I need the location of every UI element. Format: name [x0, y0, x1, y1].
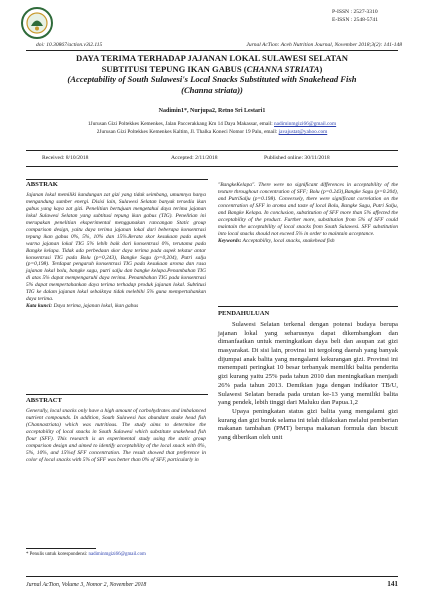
- abstract-keywords-label: Keywords:: [218, 237, 242, 244]
- affiliation-1-email[interactable]: nadiminmgizi66@gmail.com: [274, 121, 337, 127]
- dates-bottom-divider: [26, 166, 398, 167]
- pendahuluan-divider: [218, 306, 398, 307]
- abstract-continued: [218, 182, 398, 245]
- title-line-2-close: ): [319, 63, 323, 74]
- accepted-date: Accepted: 2/11/2018: [171, 155, 218, 161]
- title-line-2-text: SUBTITUSI TEPUNG IKAN GABUS (: [101, 63, 247, 74]
- affiliation-1: [26, 120, 398, 128]
- author-list: Nadimin1*, Nurjupa2, Retno Sri Lestari1: [158, 108, 266, 114]
- pendahuluan-paragraph-1: Sulawesi Selatan terkenal dengan potensi budaya berupa jajanan lokal yang seharusnya dapat dikembangkan dan dimanfaatkan untuk meningkatkan daya beli dan asupan zat gizi masyarakat. Di sisi lain, provinsi ini tergolong daerah yang banyak dijumpai anak balita yang mengalami kekurangan gizi. Provinsi ini menempati peringkat 10 besar terbanyak memiliki balita penderita gizi kurang yaitu 25% pada tahun 2010 dan meningkatkan menjadi 26% pada tahun 2013. Demikian juga dengan indikator TB/U, Sulawesi Selatan berada pada urutan ke-13 yang memiliki balita yang pendek, lebih tinggi dari Maluku dan Papua.1,2: [218, 320, 398, 407]
- abstract-keywords: [218, 238, 398, 245]
- abstract-body: Generally, local snacks only have a high amount of carbohydrates and imbalanced nutrient compounds. In addition, South Sulawesi has abundant snake head fish (Channastriata) which was nutritious. The study aims to determine the acceptability of local snacks in South Sulawesi which substitute snakehead fish flour (SFF). This research is an experimental study using the static group comparison design and aimed to identify acceptability of the local snack with 0%, 5%, 10%, and 15%of SFF concentration. The result showed that preference in color of local snacks with 5% of SFF was better than 0% of SFF, particularly in: [26, 407, 206, 463]
- journal-logo-icon: [20, 6, 54, 40]
- abstrak-keywords-label: Kata kunci:: [26, 303, 53, 310]
- abstrak-heading: ABSTRAK: [26, 181, 58, 188]
- title-species: CHANNA STRIATA: [246, 63, 320, 74]
- article-title: [26, 53, 398, 95]
- page-number: 141: [387, 580, 398, 588]
- english-title-line-1: (Acceptability of South Sulawesi's Local Snacks Substituted with Snakehead Fish: [67, 74, 357, 85]
- abstract-keywords-text: Acceptability, local snacks, snakehead fish: [241, 237, 335, 244]
- english-title-line-2: (Channa striata)): [181, 84, 243, 95]
- affiliation-1-text: 1Jurusan Gizi Poltekkes Kemenkes, Jalan Paccerakkang Km 14 Daya Makassar, email:: [87, 121, 275, 127]
- corresponding-author-footnote: [26, 552, 146, 557]
- footnote-divider: [26, 548, 96, 549]
- footer-journal: Jurnal AcTion, Volume 3, Nomor 2, November 2018: [26, 582, 147, 588]
- abstract-heading: ABSTRACT: [26, 397, 62, 404]
- dates-top-divider: [26, 150, 398, 151]
- received-date: Received: 8/10/2018: [42, 155, 89, 161]
- pendahuluan-section: [218, 311, 398, 443]
- header-divider: [26, 50, 398, 51]
- affiliation-2: [26, 128, 398, 136]
- pendahuluan-body: [218, 321, 398, 443]
- abstrak-section: [26, 182, 206, 310]
- footer-divider: [26, 576, 398, 577]
- title-line-1: DAYA TERIMA TERHADAP JAJANAN LOKAL SULAWESI SELATAN: [76, 53, 348, 63]
- affiliation-2-email[interactable]: javajustat@yahoo.com: [278, 129, 328, 135]
- abstract-section: [26, 398, 206, 464]
- issn-print: P-ISSN : 2527-3310: [332, 9, 378, 15]
- abstrak-keywords: [26, 303, 206, 310]
- abstract-divider: [26, 394, 208, 395]
- published-date: Published online: 30/11/2018: [264, 155, 330, 161]
- pendahuluan-heading: PENDAHULUAN: [218, 310, 270, 317]
- issn-online: E-ISSN : 2548-5741: [332, 16, 378, 23]
- footnote-text: * Penulis untuk korespondensi:: [26, 552, 89, 557]
- pendahuluan-paragraph-2: Upaya peningkatan status gizi balita yang mengalami gizi kurang dan gizi buruk selama ini telah dilakukan melalui pemberian makanan tambahan (PMT) berupa makanan formula dan biscuit yang diberikan oleh unit: [218, 407, 398, 442]
- journal-citation: Jurnal AcTion: Aceh Nutrition Journal, November 2018;3(2): 141-148: [246, 42, 402, 48]
- doi-link[interactable]: doi: 10.30867/action.v3i2.115: [36, 42, 103, 48]
- abstrak-divider: [26, 179, 208, 180]
- footnote-email[interactable]: nadiminmgizi66@gmail.com: [88, 552, 146, 557]
- title-line-2: [26, 64, 398, 75]
- affiliations: [26, 120, 398, 136]
- affiliation-2-text: 2Jurusan Gizi Poltekkes Kemenkes Kaltim, Jl. Thalka Koneci Nomor 19 Palu, email:: [96, 129, 279, 135]
- abstrak-body: Jajanan lokal memiliki kandungan zat gizi yang tidak seimbang, umumnya hanya mengandung sumber energi. Disisi lain, Sulawesi Selatan banyak tersedia ikan gabus yang kaya zat gizi. Penelitian bertujuan mengetahui daya terima jajanan lokal Sulawesi Selatan yang subtitusi tepung ikan gabus (TIG). Penelitian ini merupakan penelitian eksperimental menggunakan rancangan Static group comparison design, yaitu daya terima jajanan lokal dari beberapa konsentrasi tepung ikan gabus 0%, 5%, 10% dan 15%.Rerata skor kesukaan pada aspek warna jajanan lokal TIG 5% lebih baik dari konsentrasi 0%, terutama pada Bangke kelapa. Tidak ada perbedaan skor daya terima pada aspek tekstur antar konsentrasi TIG pada Bolu (p=0,243), Bangke Sagu (p=0,204), Putri salju (p=0,198). Terdapat pengaruh konsentrasi TIG pada kesukaan aroma dan rasa jajanan lokal bolu, bangke sagu, putri salju dan bangke kelapa.Penambahan TIG di atas 5% dapat mempengaruhi daya terima. Penambahan TIG pada konsentrasi 5% dapat mempertahankan daya terima terhadap produk jajanan lokal. Subtitusi TIG ke dalam jajanan lokal sebaiknya tidak melebihi 5% guna mempertahankan daya terima.: [26, 191, 206, 303]
- issn-block: [332, 9, 402, 24]
- abstract-body-continued: "BangkeKelapa". There were no significant differences in acceptability of the texture throughout concentration of SFF; Bolu (p=0.243),Bangke Sagu (p=0.204), and PutriSalju (p=0.198). Conversely, there were significant correlation on the concentration of SFF in aroma and taste of local Bolu, Bangke Sagu, Putri Salju, and Bangke Kelapa. In conclusion, substitution of SFF more than 5% affected the acceptability of the product. Further more, substitution from 5% of SFF could maintain the acceptability of local snacks from South Sulawesi. SFF substitution into local snacks should not exceed 5% in order to maintain acceptance.: [218, 182, 398, 237]
- abstrak-keywords-text: Daya terima, jajanan lokal, ikan gabus: [52, 303, 139, 310]
